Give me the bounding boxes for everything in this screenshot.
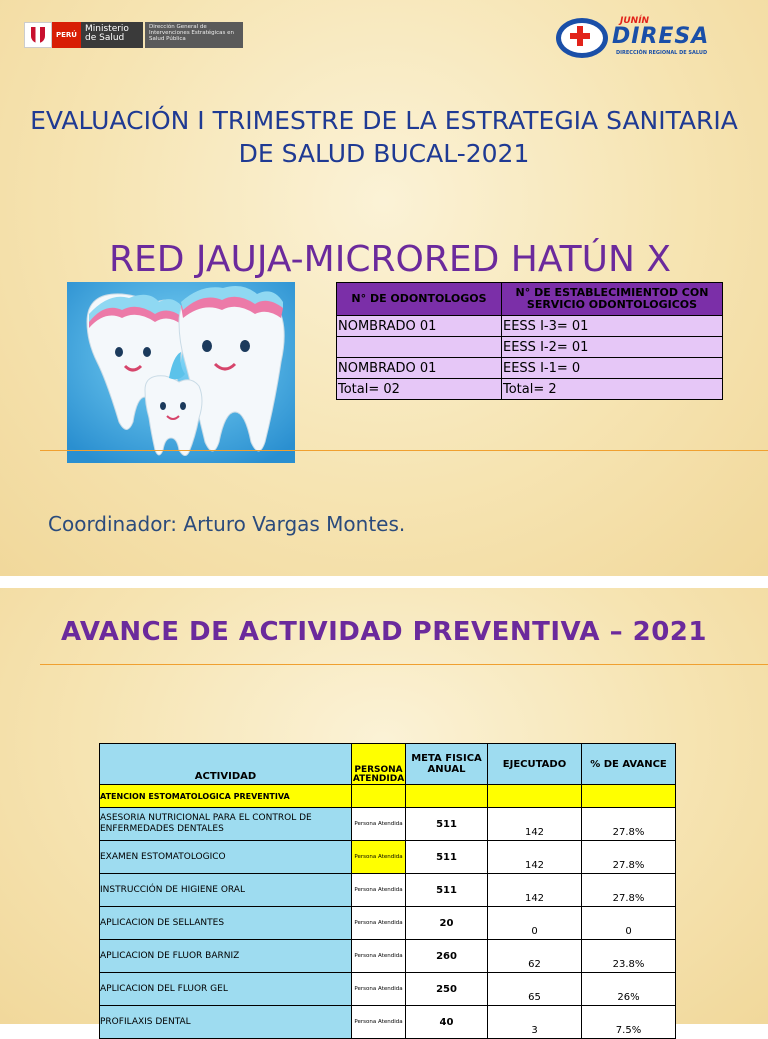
peru-label: PERÚ xyxy=(52,22,81,48)
unidad-cell: Persona Atendida xyxy=(352,907,406,940)
ejecutado-cell: 142 xyxy=(488,808,582,841)
ejecutado-cell: 62 xyxy=(488,940,582,973)
avance-cell: 27.8% xyxy=(582,841,676,874)
table-row xyxy=(100,1006,676,1039)
actividad-cell: EXAMEN ESTOMATOLOGICO xyxy=(100,841,352,874)
ejecutado-cell: 65 xyxy=(488,973,582,1006)
table-row xyxy=(100,940,676,973)
unidad-cell: Persona Atendida xyxy=(352,841,406,874)
diresa-label: DIRESA xyxy=(612,24,710,49)
avance-table xyxy=(99,743,676,1039)
odontologos-header: N° DE ODONTOLOGOS xyxy=(337,283,502,316)
divider xyxy=(40,664,768,665)
section-label: ATENCION ESTOMATOLOGICA PREVENTIVA xyxy=(100,785,352,808)
unidad-cell: Persona Atendida xyxy=(352,1006,406,1039)
coordinator-text: Coordinador: Arturo Vargas Montes. xyxy=(48,512,406,536)
table-row xyxy=(337,337,723,358)
ejecutado-cell: 3 xyxy=(488,1006,582,1039)
unidad-cell: Persona Atendida xyxy=(352,874,406,907)
table-cell xyxy=(406,785,488,808)
meta-cell: 511 xyxy=(406,841,488,874)
avance-cell: 23.8% xyxy=(582,940,676,973)
table-row xyxy=(337,358,723,379)
table-cell: EESS I-2= 01 xyxy=(502,337,723,358)
table-cell xyxy=(488,785,582,808)
actividad-cell: APLICACION DE FLUOR BARNIZ xyxy=(100,940,352,973)
table-row xyxy=(100,973,676,1006)
table-cell: Total= 02 xyxy=(337,379,502,400)
red-title: RED JAUJA-MICRORED HATÚN X xyxy=(108,239,672,280)
odontologos-table xyxy=(336,282,723,400)
ejecutado-header: EJECUTADO xyxy=(488,744,582,785)
table-row xyxy=(337,379,723,400)
ejecutado-cell: 0 xyxy=(488,907,582,940)
diresa-logo xyxy=(556,18,736,58)
title-line-2: DE SALUD BUCAL-2021 xyxy=(238,139,530,168)
ministerio-label: Ministerio de Salud xyxy=(81,22,143,48)
table-cell: EESS I-3= 01 xyxy=(502,316,723,337)
minsa-logo xyxy=(24,22,243,48)
table-cell: Total= 2 xyxy=(502,379,723,400)
avance-cell: 27.8% xyxy=(582,808,676,841)
table-cell xyxy=(582,785,676,808)
meta-cell: 260 xyxy=(406,940,488,973)
table-cell: NOMBRADO 01 xyxy=(337,358,502,379)
meta-cell: 511 xyxy=(406,808,488,841)
ejecutado-cell: 142 xyxy=(488,841,582,874)
table-row xyxy=(100,874,676,907)
table-header-row xyxy=(100,744,676,785)
establecimientos-header: N° DE ESTABLECIMIENTOD CON SERVICIO ODONTOLOGICOS xyxy=(502,283,723,316)
slide-title xyxy=(30,104,738,170)
divider xyxy=(40,450,768,451)
ejecutado-cell: 142 xyxy=(488,874,582,907)
actividad-cell: APLICACION DE SELLANTES xyxy=(100,907,352,940)
table-cell: NOMBRADO 01 xyxy=(337,316,502,337)
actividad-header: ACTIVIDAD xyxy=(100,744,352,785)
meta-cell: 511 xyxy=(406,874,488,907)
table-cell: EESS I-1= 0 xyxy=(502,358,723,379)
avance-cell: 27.8% xyxy=(582,874,676,907)
avance-cell: 0 xyxy=(582,907,676,940)
table-cell xyxy=(337,337,502,358)
slide-2 xyxy=(0,588,768,1036)
table-row xyxy=(337,316,723,337)
table-row xyxy=(100,841,676,874)
unidad-cell: Persona Atendida xyxy=(352,973,406,1006)
unidad-cell: Persona Atendida xyxy=(352,808,406,841)
red-cross-icon xyxy=(570,26,590,46)
avance-cell: 26% xyxy=(582,973,676,1006)
table-row xyxy=(100,907,676,940)
meta-header: META FISICA ANUAL xyxy=(406,744,488,785)
teeth-family-image xyxy=(67,282,295,463)
table-row xyxy=(100,808,676,841)
slide-gap xyxy=(0,576,768,588)
unidad-cell: Persona Atendida xyxy=(352,940,406,973)
avance-title: AVANCE DE ACTIVIDAD PREVENTIVA – 2021 xyxy=(61,617,707,647)
actividad-cell: APLICACION DEL FLUOR GEL xyxy=(100,973,352,1006)
avance-cell: 7.5% xyxy=(582,1006,676,1039)
actividad-cell: PROFILAXIS DENTAL xyxy=(100,1006,352,1039)
meta-cell: 40 xyxy=(406,1006,488,1039)
section-row xyxy=(100,785,676,808)
actividad-cell: INSTRUCCIÓN DE HIGIENE ORAL xyxy=(100,874,352,907)
title-line-1: EVALUACIÓN I TRIMESTRE DE LA ESTRATEGIA SANITARIA xyxy=(30,106,738,135)
peru-shield-icon xyxy=(24,22,52,48)
actividad-cell: ASESORIA NUTRICIONAL PARA EL CONTROL DE ENFERMEDADES DENTALES xyxy=(100,808,352,841)
diresa-subtitle: DIRECCIÓN REGIONAL DE SALUD xyxy=(616,50,708,56)
persona-header: PERSONA ATENDIDA xyxy=(352,744,406,785)
direccion-label: Dirección General de Intervenciones Estratégicas en Salud Pública xyxy=(145,22,243,48)
avance-header: % DE AVANCE xyxy=(582,744,676,785)
junin-label: JUNÍN xyxy=(620,16,650,26)
table-cell xyxy=(352,785,406,808)
meta-cell: 20 xyxy=(406,907,488,940)
meta-cell: 250 xyxy=(406,973,488,1006)
